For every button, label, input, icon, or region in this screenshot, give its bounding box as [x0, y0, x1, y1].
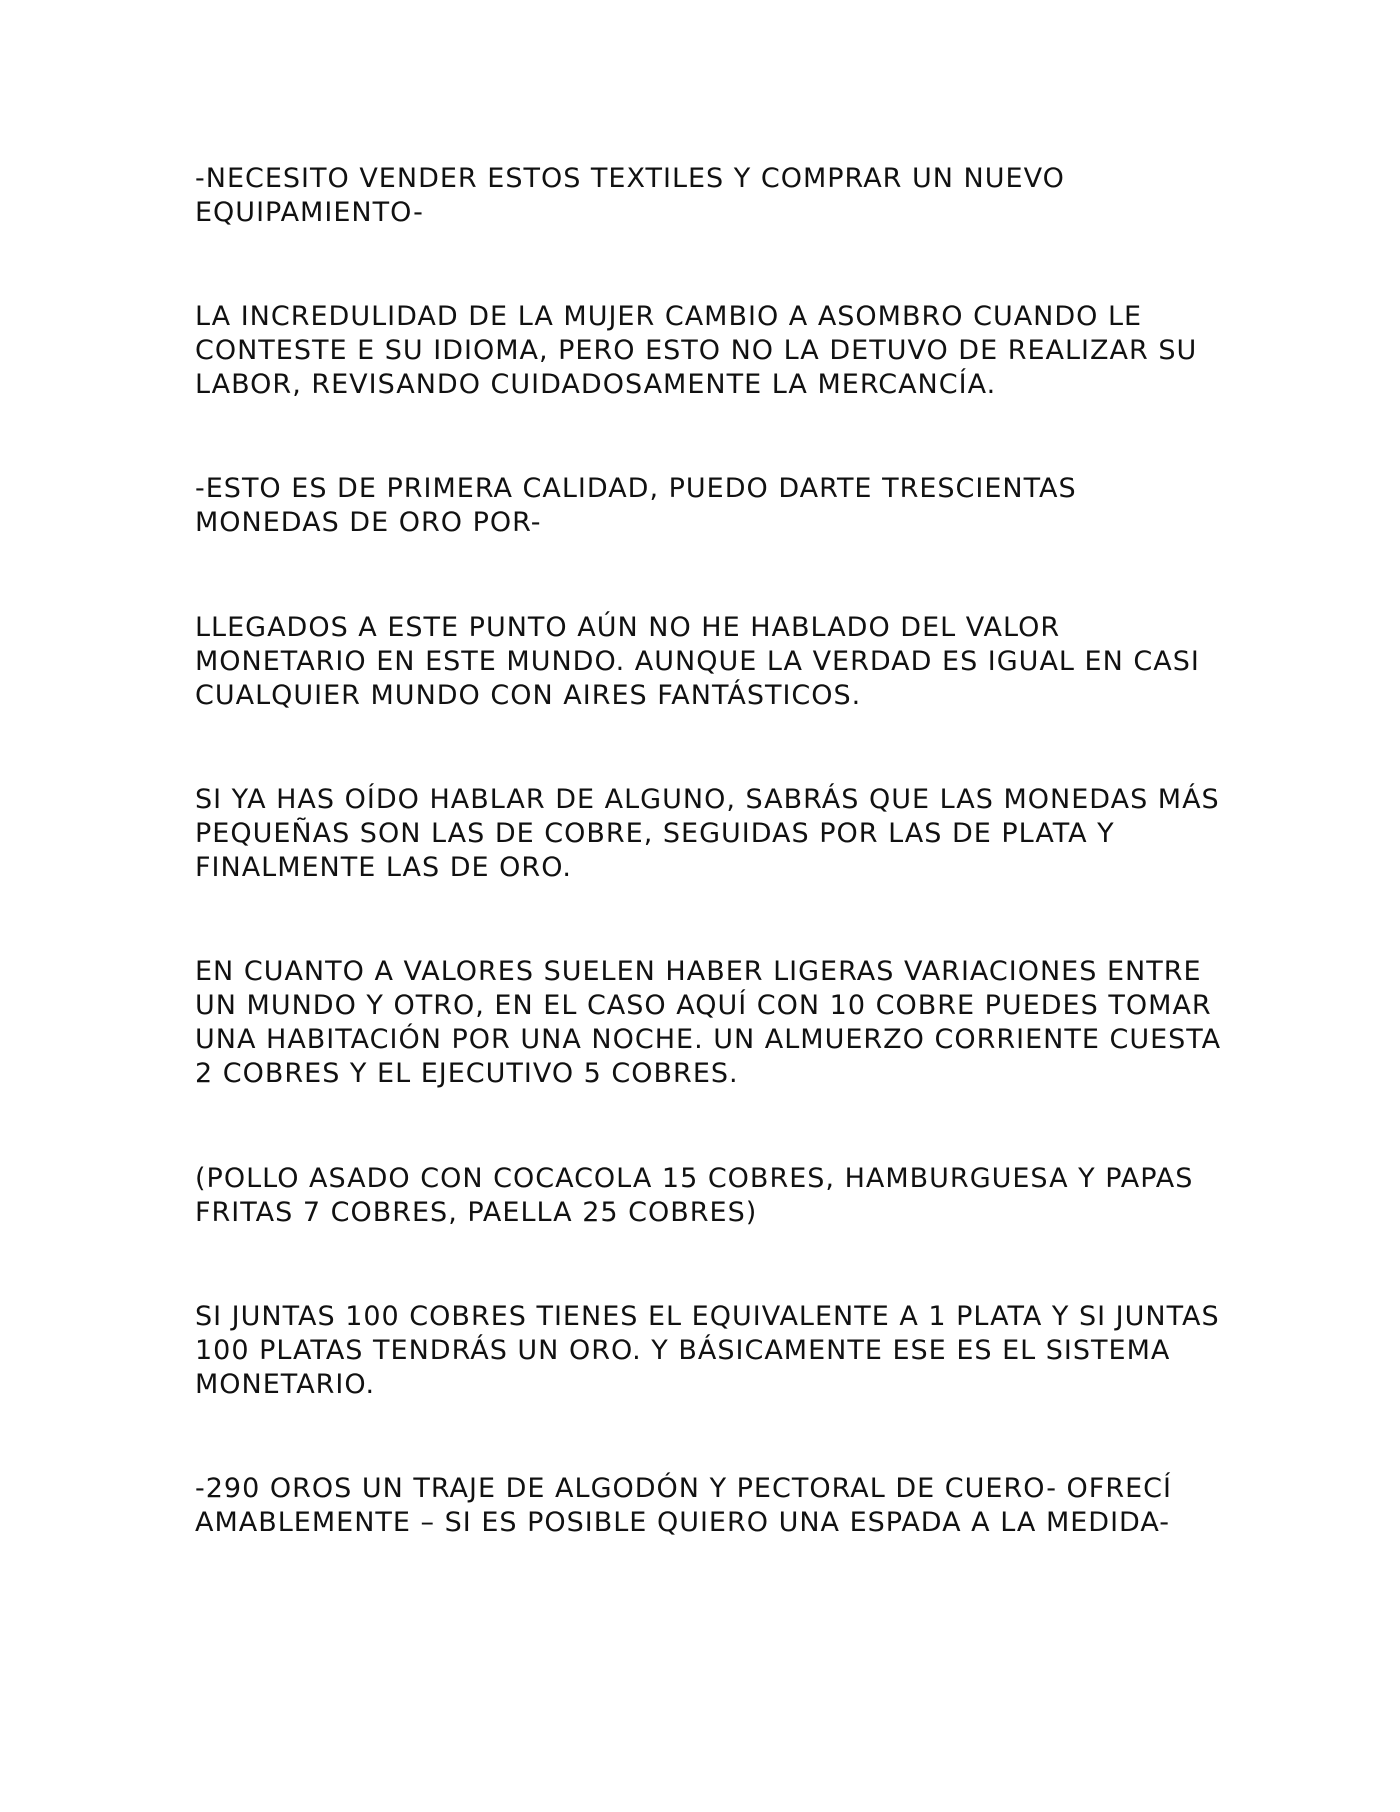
paragraph-4: LLEGADOS A ESTE PUNTO AÚN NO HE HABLADO DEL VALOR MONETARIO EN ESTE MUNDO. AUNQUE LA VERDAD ES IGUAL EN CASI CUALQUIER MUNDO CON AIRES FANTÁSTICOS. — [195, 612, 1200, 711]
paragraph-7: (POLLO ASADO CON COCACOLA 15 COBRES, HAMBURGUESA Y PAPAS FRITAS 7 COBRES, PAELLA 25 COBRES) — [195, 1163, 1194, 1228]
paragraph-9: -290 OROS UN TRAJE DE ALGODÓN Y PECTORAL DE CUERO- OFRECÍ AMABLEMENTE – SI ES POSIBLE QUIERO UNA ESPADA A LA MEDIDA- — [195, 1473, 1172, 1538]
paragraph-1: -NECESITO VENDER ESTOS TEXTILES Y COMPRAR UN NUEVO EQUIPAMIENTO- — [195, 163, 1065, 228]
paragraph-6: EN CUANTO A VALORES SUELEN HABER LIGERAS VARIACIONES ENTRE UN MUNDO Y OTRO, EN EL CASO AQUÍ CON 10 COBRE PUEDES TOMAR UNA HABITACIÓN POR UNA NOCHE. UN ALMUERZO CORRIENTE CUESTA 2 COBRES Y EL EJECUTIVO 5 COBRES. — [195, 956, 1222, 1089]
paragraph-3: -ESTO ES DE PRIMERA CALIDAD, PUEDO DARTE TRESCIENTAS MONEDAS DE ORO POR- — [195, 473, 1077, 538]
paragraph-2: LA INCREDULIDAD DE LA MUJER CAMBIO A ASOMBRO CUANDO LE CONTESTE E SU IDIOMA, PERO ESTO NO LA DETUVO DE REALIZAR SU LABOR, REVISANDO CUIDADOSAMENTE LA MERCANCÍA. — [195, 301, 1198, 400]
paragraph-8: SI JUNTAS 100 COBRES TIENES EL EQUIVALENTE A 1 PLATA Y SI JUNTAS 100 PLATAS TENDRÁS UN ORO. Y BÁSICAMENTE ESE ES EL SISTEMA MONETARIO. — [195, 1301, 1220, 1400]
paragraph-5: SI YA HAS OÍDO HABLAR DE ALGUNO, SABRÁS QUE LAS MONEDAS MÁS PEQUEÑAS SON LAS DE COBRE, SEGUIDAS POR LAS DE PLATA Y FINALMENTE LAS DE ORO. — [195, 784, 1220, 883]
